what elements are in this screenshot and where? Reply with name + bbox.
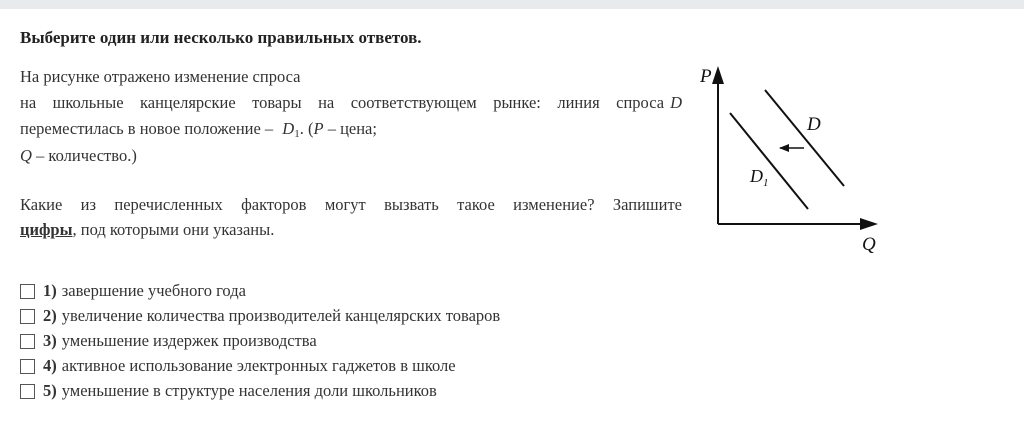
- quantity-symbol: Q: [20, 146, 32, 165]
- option-4[interactable]: [20, 355, 456, 377]
- demand-shift-graph: [700, 60, 890, 255]
- option-5-checkbox[interactable]: [20, 384, 35, 399]
- question-line-4: [20, 146, 137, 166]
- option-2-checkbox[interactable]: [20, 309, 35, 324]
- option-4-text: активное использование электронных гаджетов в школе: [61, 356, 456, 375]
- curve-d1-ref: D: [282, 119, 295, 138]
- option-4-checkbox[interactable]: [20, 359, 35, 374]
- option-2[interactable]: [20, 305, 500, 327]
- task-line-1: Какие из перечисленных факторов могут вызвать такое изменение? Запишите: [20, 195, 682, 214]
- task-line-2: [20, 220, 274, 240]
- curve-d1-sub: 1: [763, 177, 769, 189]
- x-axis-arrow: [860, 218, 878, 230]
- task-digits-emphasis: цифры: [20, 220, 73, 239]
- question-line-2: [20, 93, 682, 113]
- question-line-4-text: – количество.): [31, 146, 137, 165]
- y-axis-arrow: [712, 66, 724, 84]
- question-line-3-text: переместилась в новое положение –: [20, 119, 274, 138]
- option-2-text: увеличение количества производителей канцелярских товаров: [61, 306, 501, 325]
- curve-d-label: D: [807, 114, 821, 135]
- option-2-number: 2): [43, 306, 57, 325]
- curve-d1-ref-sub: 1: [294, 128, 300, 140]
- instruction-text: Выберите один или несколько правильных ответов.: [20, 28, 422, 47]
- question-line-3: [20, 119, 377, 140]
- option-1-checkbox[interactable]: [20, 284, 35, 299]
- question-line-1: На рисунке отражено изменение спроса: [20, 67, 301, 86]
- option-5-number: 5): [43, 381, 57, 400]
- option-1[interactable]: [20, 280, 246, 302]
- option-3-number: 3): [43, 331, 57, 350]
- question-line-3-sep: . (: [299, 119, 314, 138]
- option-5[interactable]: [20, 380, 437, 402]
- curve-d-ref: D: [670, 93, 682, 112]
- question-line-2-text: на школьные канцелярские товары на соответствующем рынке: линия спроса: [20, 93, 665, 112]
- curve-d1-label: D: [750, 166, 763, 186]
- task-line-2-text: , под которыми они указаны.: [72, 220, 275, 239]
- option-3-checkbox[interactable]: [20, 334, 35, 349]
- question-line-3-price: – цена;: [323, 119, 377, 138]
- top-bar: [0, 0, 1024, 9]
- y-axis-label: P: [700, 66, 712, 87]
- option-3[interactable]: [20, 330, 317, 352]
- option-4-number: 4): [43, 356, 57, 375]
- option-1-number: 1): [43, 281, 57, 300]
- price-symbol: P: [313, 119, 324, 138]
- option-1-text: завершение учебного года: [61, 281, 246, 300]
- option-5-text: уменьшение в структуре населения доли школьников: [61, 381, 437, 400]
- x-axis-label: Q: [862, 234, 876, 255]
- option-3-text: уменьшение издержек производства: [61, 331, 317, 350]
